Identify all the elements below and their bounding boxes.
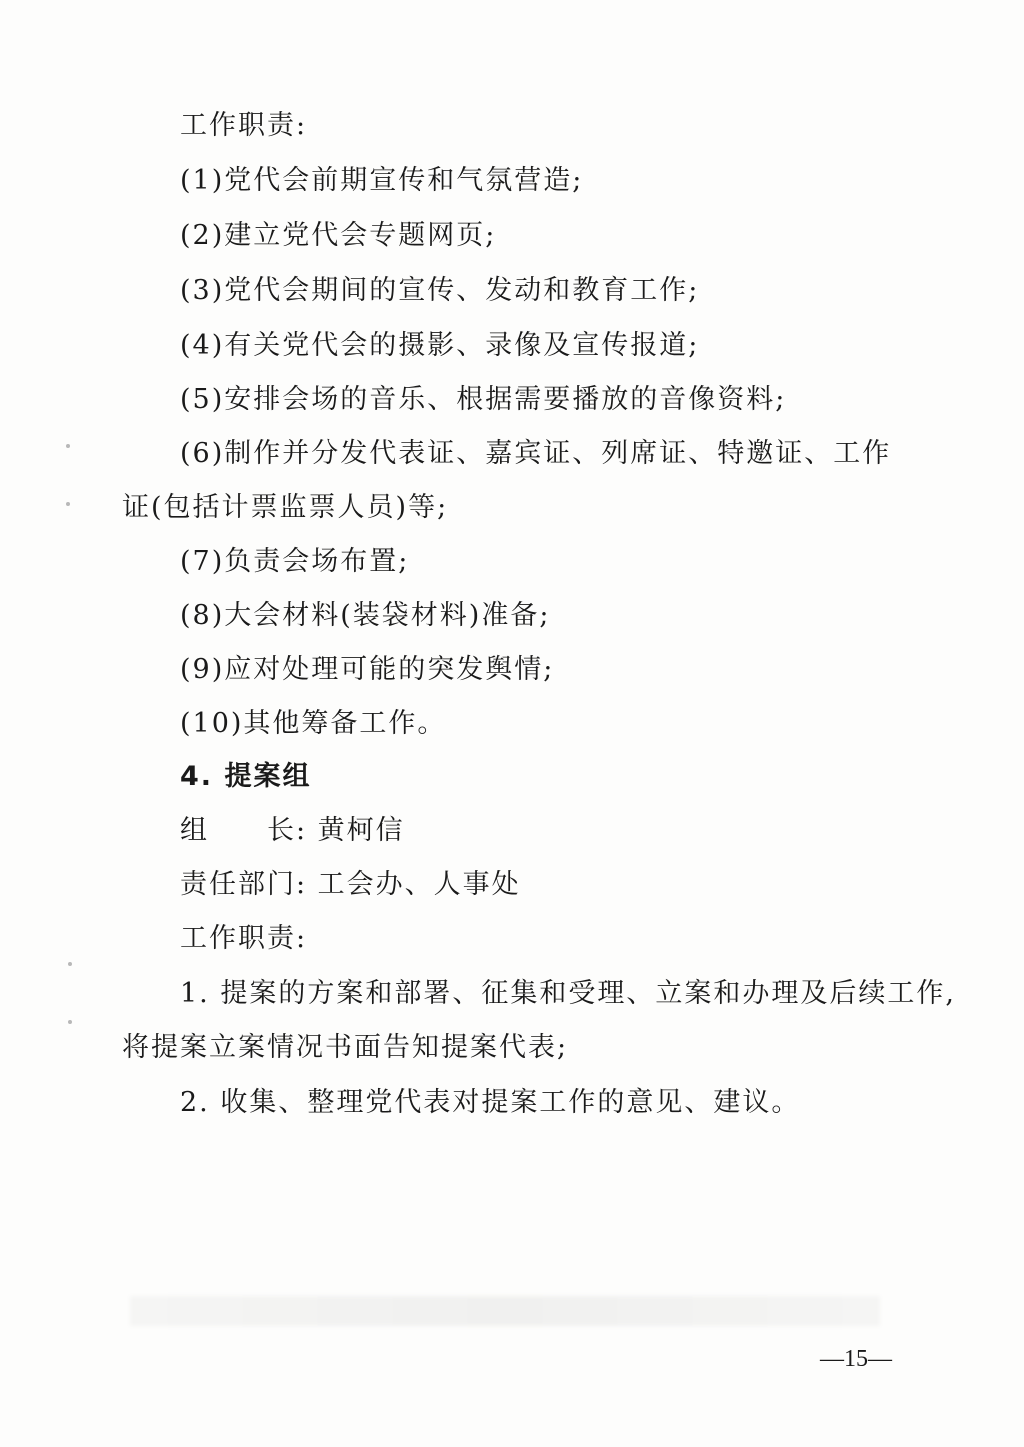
duty-item: (9)应对处理可能的突发舆情; <box>180 654 555 685</box>
duty-item: (10)其他筹备工作。 <box>180 708 447 739</box>
duty-item: (8)大会材料(装袋材料)准备; <box>180 600 551 631</box>
section-duty-item: 1. 提案的方案和部署、征集和受理、立案和办理及后续工作, <box>180 978 956 1009</box>
duty-item: (7)负责会场布置; <box>180 546 410 577</box>
section-leader: 组 长: 黄柯信 <box>180 815 405 846</box>
section-duty-item-continuation: 将提案立案情况书面告知提案代表; <box>122 1032 569 1063</box>
page-number: —15— <box>820 1346 892 1372</box>
duty-item: (4)有关党代会的摄影、录像及宣传报道; <box>180 330 700 361</box>
scan-speck <box>68 1020 72 1024</box>
duty-item: (6)制作并分发代表证、嘉宾证、列席证、特邀证、工作 <box>180 438 892 469</box>
show-through-text-shadow <box>130 1296 880 1326</box>
duty-item: (2)建立党代会专题网页; <box>180 220 497 251</box>
scan-speck <box>66 502 70 506</box>
section-department: 责任部门: 工会办、人事处 <box>180 869 521 900</box>
section-heading: 4. 提案组 <box>180 761 312 792</box>
scan-speck <box>68 962 72 966</box>
duty-item: (5)安排会场的音乐、根据需要播放的音像资料; <box>180 384 787 415</box>
section-duties-heading: 工作职责: <box>180 923 308 954</box>
duties-heading: 工作职责: <box>180 110 308 141</box>
duty-item: (1)党代会前期宣传和气氛营造; <box>180 165 584 196</box>
duty-item-continuation: 证(包括计票监票人员)等; <box>122 492 449 523</box>
duty-item: (3)党代会期间的宣传、发动和教育工作; <box>180 275 700 306</box>
scan-speck <box>66 444 70 448</box>
section-duty-item: 2. 收集、整理党代表对提案工作的意见、建议。 <box>180 1087 801 1118</box>
